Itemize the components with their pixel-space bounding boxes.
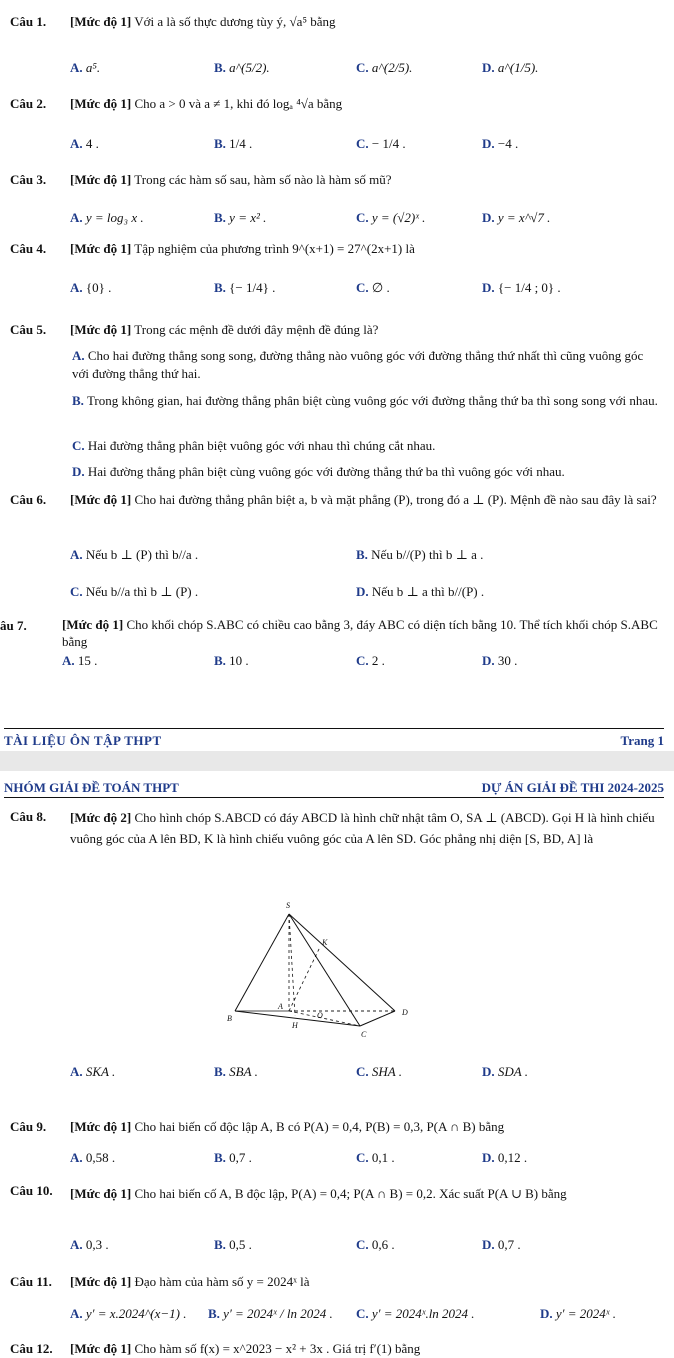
question-1-text: [Mức độ 1] Với a là số thực dương tùy ý, √a⁵ bằng: [70, 14, 336, 29]
option-d[interactable]: D. a^(1/5).: [482, 60, 539, 75]
pyramid-figure: [220, 892, 420, 1042]
option-a[interactable]: A. 4 .: [70, 136, 99, 151]
option-a[interactable]: A. 0,3 .: [70, 1237, 109, 1252]
question-9-number: Câu 9.: [10, 1119, 47, 1134]
question-8-text: [Mức độ 2] Cho hình chóp S.ABCD có đáy ABCD là hình chữ nhật tâm O, SA ⊥ (ABCD). Gọi H là hình chiếu vuông góc của A lên BD, K là hình chiếu vuông góc của A lên SD. Góc phẳng nhị diện [S, BD, A] là: [70, 810, 655, 846]
seg-SH: [289, 914, 295, 1016]
label-D: D: [402, 1008, 408, 1017]
option-a[interactable]: A. 0,58 .: [70, 1150, 116, 1165]
label-H: H: [292, 1021, 298, 1030]
footer-divider: [4, 728, 664, 729]
label-B: B: [227, 1014, 232, 1023]
question-11-number: Câu 11.: [10, 1274, 52, 1289]
option-b[interactable]: B. Nếu b//(P) thì b ⊥ a .: [356, 547, 484, 562]
option-b[interactable]: B. y′ = 2024ˣ / ln 2024 .: [208, 1306, 333, 1321]
option-c[interactable]: C. 2 .: [356, 653, 385, 668]
label-A: A: [278, 1002, 283, 1011]
option-c[interactable]: C. y′ = 2024ˣ.ln 2024 .: [356, 1306, 475, 1321]
option-b[interactable]: B. y = x² .: [214, 210, 267, 225]
label-S: S: [286, 901, 290, 910]
question-1: [10, 14, 46, 30]
question-10-text: [Mức độ 1] Cho hai biến cố A, B độc lập, P(A) = 0,4; P(A ∩ B) = 0,2. Xác suất P(A ∪ B) bằng: [70, 1186, 567, 1201]
option-b[interactable]: B. 0,5 .: [214, 1237, 252, 1252]
question-6-text: [Mức độ 1] Cho hai đường thẳng phân biệt a, b và mặt phẳng (P), trong đó a ⊥ (P). Mệnh đề nào sau đây là sai?: [70, 492, 657, 507]
option-b[interactable]: B. 10 .: [214, 653, 249, 668]
question-2-number: Câu 2.: [10, 96, 47, 111]
option-a[interactable]: A. 15 .: [62, 653, 98, 668]
header-divider: [4, 797, 664, 798]
option-b[interactable]: B. SBA .: [214, 1064, 258, 1079]
page-break: [0, 751, 674, 771]
question-12-text: [Mức độ 1] Cho hàm số f(x) = x^2023 − x² + 3x . Giá trị f′(1) bằng: [70, 1341, 421, 1356]
option-c[interactable]: C. Nếu b//a thì b ⊥ (P) .: [70, 584, 199, 599]
label-O: O: [317, 1011, 323, 1020]
question-3-number: Câu 3.: [10, 172, 47, 187]
option-a[interactable]: A. SKA .: [70, 1064, 116, 1079]
question-12-number: Câu 12.: [10, 1341, 53, 1356]
option-a[interactable]: A. y′ = x.2024^(x−1) .: [70, 1306, 187, 1321]
footer-page-number: Trang 1: [620, 733, 664, 748]
question-number: Câu 1.: [10, 14, 47, 29]
question-text: Với a là số thực dương tùy ý, √a⁵ bằng: [134, 14, 336, 29]
option-c[interactable]: C. 0,1 .: [356, 1150, 395, 1165]
option-c[interactable]: C. SHA .: [356, 1064, 402, 1079]
header-left: NHÓM GIẢI ĐỀ TOÁN THPT: [4, 780, 179, 795]
option-a[interactable]: A. Cho hai đường thẳng song song, đường thẳng nào vuông góc với đường thẳng thứ nhất thì cũng vuông góc với đường thẳng thứ hai.: [72, 348, 644, 381]
option-a[interactable]: A. Nếu b ⊥ (P) thì b//a .: [70, 547, 199, 562]
option-d[interactable]: D. y = x^√7 .: [482, 210, 551, 225]
question-10-number: Câu 10.: [10, 1183, 53, 1198]
option-d[interactable]: D. 0,7 .: [482, 1237, 521, 1252]
option-c[interactable]: C. ∅ .: [356, 280, 390, 295]
option-d[interactable]: D. 30 .: [482, 653, 518, 668]
option-c[interactable]: C. 0,6 .: [356, 1237, 395, 1252]
question-5-text: [Mức độ 1] Trong các mệnh đề dưới đây mệnh đề đúng là?: [70, 322, 379, 337]
question-11-text: [Mức độ 1] Đạo hàm của hàm số y = 2024ˣ là: [70, 1274, 310, 1289]
header-right: DỰ ÁN GIẢI ĐỀ THI 2024-2025: [481, 780, 664, 795]
question-3-text: [Mức độ 1] Trong các hàm số sau, hàm số nào là hàm số mũ?: [70, 172, 392, 187]
question-4-number: Câu 4.: [10, 241, 47, 256]
edge-SD: [289, 914, 395, 1011]
question-7-text: [Mức độ 1] Cho khối chóp S.ABC có chiều cao bằng 3, đáy ABC có diện tích bằng 10. Thể tích khối chóp S.ABC bằng: [62, 617, 658, 649]
question-8-number: Câu 8.: [10, 809, 47, 824]
option-c[interactable]: C. a^(2/5).: [356, 60, 413, 75]
option-b[interactable]: B. 1/4 .: [214, 136, 253, 151]
option-c[interactable]: C. y = (√2)ˣ .: [356, 210, 426, 225]
question-4-text: [Mức độ 1] Tập nghiệm của phương trình 9^(x+1) = 27^(2x+1) là: [70, 241, 415, 256]
seg-AK: [289, 947, 320, 1011]
option-d[interactable]: D. {− 1/4 ; 0} .: [482, 280, 561, 295]
option-b[interactable]: B. a^(5/2).: [214, 60, 270, 75]
option-b[interactable]: B. 0,7 .: [214, 1150, 252, 1165]
option-c[interactable]: C. − 1/4 .: [356, 136, 406, 151]
edge-SC: [289, 914, 360, 1026]
footer-left: TÀI LIỆU ÔN TẬP THPT: [4, 733, 162, 748]
question-6-number: Câu 6.: [10, 492, 47, 507]
option-a[interactable]: A. y = log₃ x .: [70, 210, 144, 225]
option-d[interactable]: D. Nếu b ⊥ a thì b//(P) .: [356, 584, 485, 599]
question-7-number: âu 7.: [0, 618, 27, 633]
option-b[interactable]: B. Trong không gian, hai đường thẳng phân biệt cùng vuông góc với đường thẳng thứ ba thì song song với nhau.: [72, 393, 658, 408]
option-d[interactable]: D. y′ = 2024ˣ .: [540, 1306, 616, 1321]
question-9-text: [Mức độ 1] Cho hai biến cố độc lập A, B có P(A) = 0,4, P(B) = 0,3, P(A ∩ B) bằng: [70, 1119, 505, 1134]
label-K: K: [322, 938, 328, 947]
option-c[interactable]: C. Hai đường thẳng phân biệt vuông góc với nhau thì chúng cắt nhau.: [72, 438, 436, 453]
label-C: C: [361, 1030, 367, 1039]
edge-CD: [360, 1011, 395, 1026]
edge-SB: [235, 914, 289, 1011]
option-d[interactable]: D. SDA .: [482, 1064, 528, 1079]
option-d[interactable]: D. 0,12 .: [482, 1150, 528, 1165]
option-d[interactable]: D. −4 .: [482, 136, 519, 151]
question-2-text: [Mức độ 1] Cho a > 0 và a ≠ 1, khi đó logₐ ⁴√a bằng: [70, 96, 343, 111]
question-5-number: Câu 5.: [10, 322, 47, 337]
option-d[interactable]: D. Hai đường thẳng phân biệt cùng vuông góc với đường thẳng thứ ba thì vuông góc với nhau.: [72, 464, 565, 479]
option-a[interactable]: A. {0} .: [70, 280, 112, 295]
option-b[interactable]: B. {− 1/4} .: [214, 280, 276, 295]
option-a[interactable]: A. a⁵.: [70, 60, 101, 75]
